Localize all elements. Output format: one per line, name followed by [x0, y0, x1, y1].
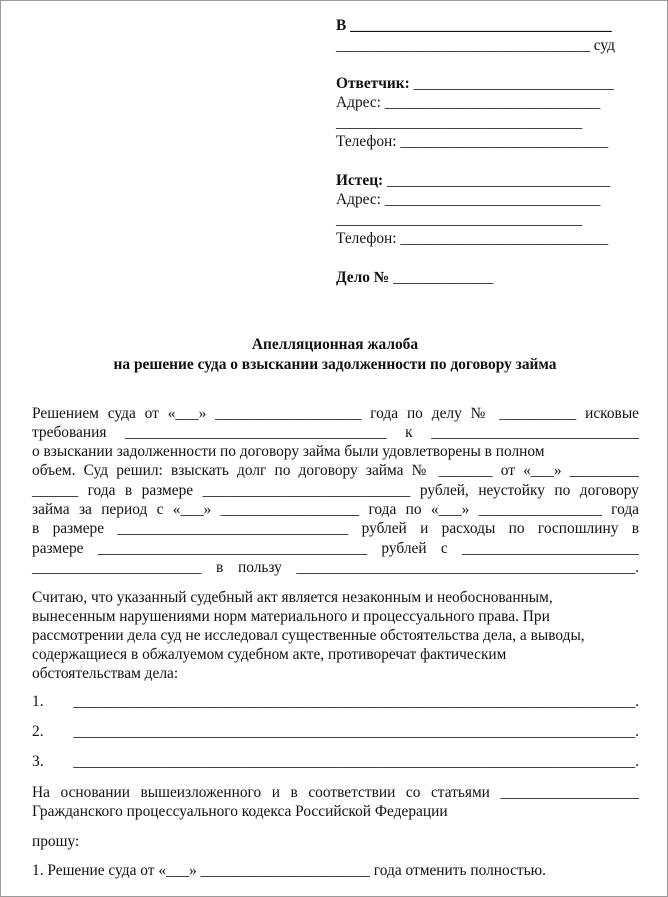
- paragraph-1-line: в размере ______________________________ рублей и расходы по госпошлину в: [32, 520, 639, 537]
- document-title: Апелляционная жалоба: [251, 336, 419, 353]
- paragraph-1-line: размере ___________________________________ рублей с _______________________: [32, 540, 639, 557]
- paragraph-3-line: На основании вышеизложенного и в соответствии со статьями __________________: [32, 784, 639, 801]
- defendant-phone: Телефон: ___________________________: [336, 133, 609, 150]
- paragraph-2-line: рассмотрении дела суд не исследовал существенные обстоятельства дела, а выводы,: [32, 627, 585, 644]
- paragraph-1-line: объем. Суд решил: взыскать долг по договору займа № _______ от «___» _________: [32, 462, 639, 479]
- paragraph-1-line: Решением суда от «___» ___________________ года по делу № __________ исковые: [32, 405, 639, 422]
- numbered-item: 1. _________________________________________________________________________.: [32, 693, 639, 710]
- court-to-line: В __________________________________: [336, 17, 612, 34]
- defendant-address-cont: ________________________________: [336, 114, 583, 131]
- defendant-address: Адрес: ____________________________: [336, 94, 601, 111]
- paragraph-1-line: займа за период с «___» __________________ года по «___» ________________ года: [32, 501, 639, 518]
- case-label: Дело №: [336, 269, 390, 286]
- paragraph-2-line: вынесенным нарушениями норм материального и процессуального права. При: [32, 608, 550, 625]
- court-name-line: _________________________________ суд: [336, 37, 615, 54]
- defendant-blank: __________________________: [409, 75, 614, 92]
- paragraph-1-line: ______ года в размере ___________________________ рублей, неустойку по договору: [32, 482, 639, 499]
- plaintiff-label: Истец:: [336, 172, 384, 189]
- plaintiff-address-cont: ________________________________: [336, 211, 583, 228]
- plaintiff-line: [336, 172, 610, 190]
- document-subtitle: на решение суда о взыскании задолженности по договору займа: [113, 356, 557, 373]
- paragraph-2-line: Считаю, что указанный судебный акт является незаконным и необоснованным,: [32, 589, 553, 606]
- plaintiff-phone: Телефон: ___________________________: [336, 230, 609, 247]
- plaintiff-blank: _____________________________: [383, 172, 611, 189]
- paragraph-2-line: обстоятельствам дела:: [32, 665, 179, 682]
- request-label: прошу:: [32, 833, 80, 850]
- case-blank: _____________: [389, 269, 494, 286]
- numbered-item: 2. _________________________________________________________________________.: [32, 723, 639, 740]
- case-number-line: [336, 269, 493, 287]
- defendant-line: [336, 75, 614, 93]
- plaintiff-address: Адрес: ____________________________: [336, 191, 601, 208]
- request-item: 1. Решение суда от «___» ______________________ года отменить полностью.: [32, 862, 546, 879]
- paragraph-3-line: Гражданского процессуального кодекса Российской Федерации: [32, 803, 448, 820]
- paragraph-1-line: о взыскании задолженности по договору займа были удовлетворены в полном: [32, 443, 545, 460]
- numbered-item: 3. _________________________________________________________________________.: [32, 753, 639, 770]
- paragraph-2-line: содержащиеся в обжалуемом судебном акте, противоречат фактическим: [32, 646, 507, 663]
- paragraph-1-line: ______________________ в пользу ____________________________________________.: [32, 559, 639, 576]
- defendant-label: Ответчик:: [336, 75, 410, 92]
- paragraph-1-line: требования __________________________________ к ___________________________: [32, 424, 639, 441]
